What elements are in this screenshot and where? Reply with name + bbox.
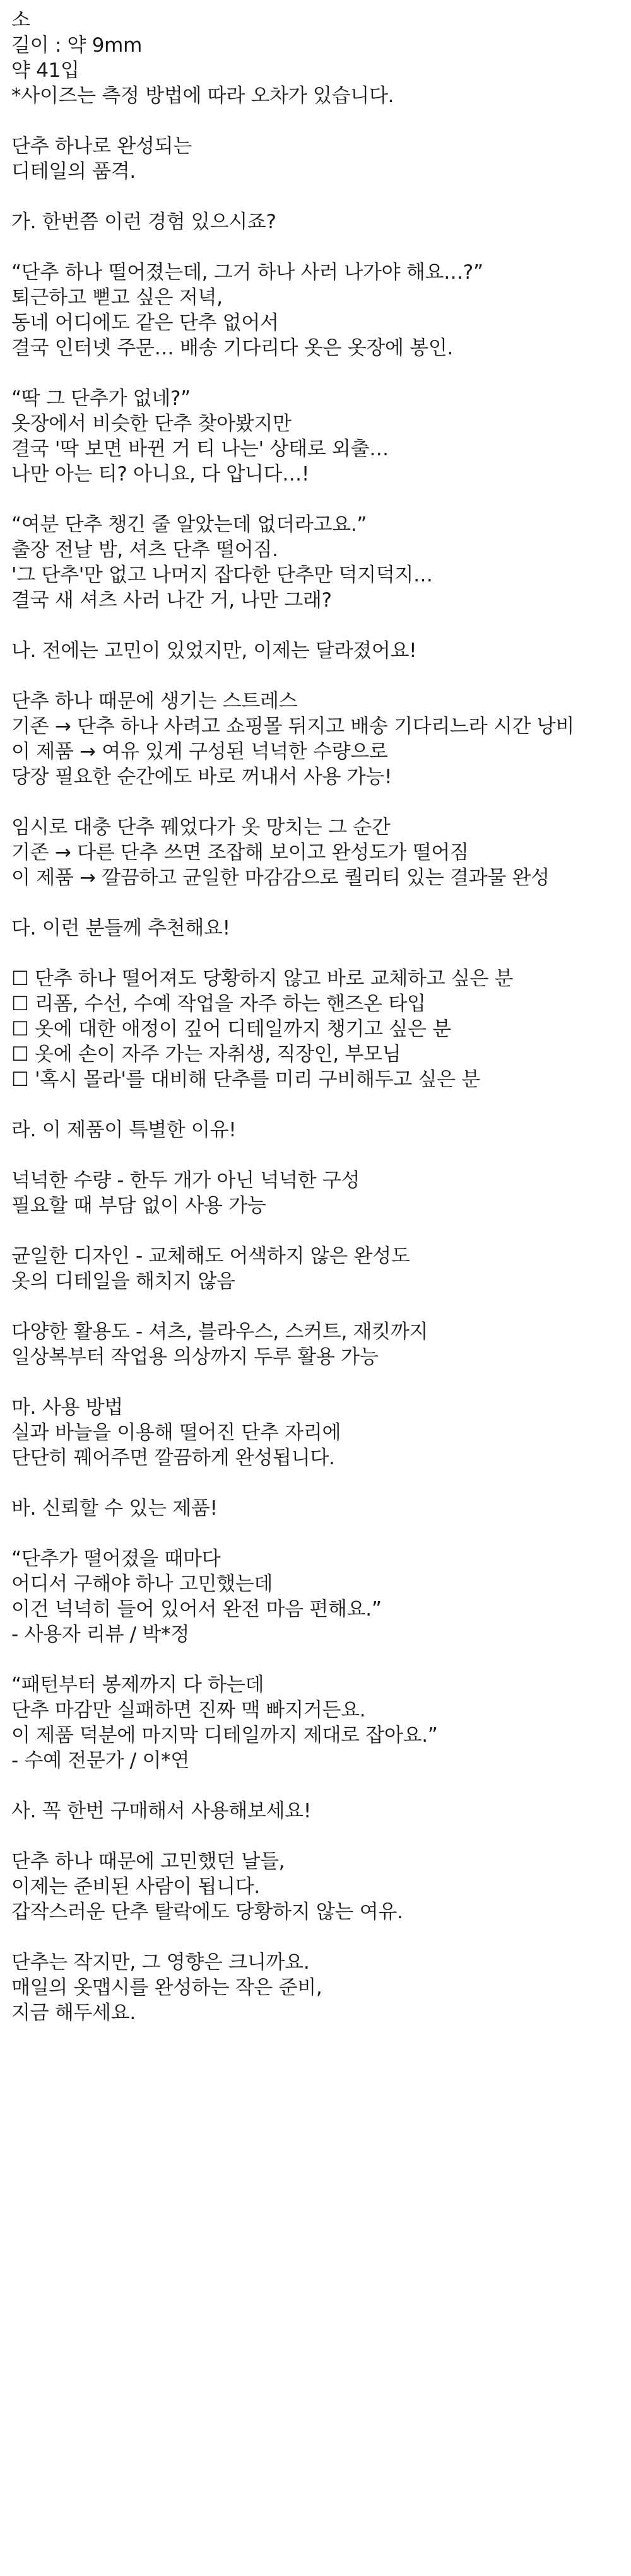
text-line: 매일의 옷맵시를 완성하는 작은 준비, [11, 1976, 322, 1999]
text-line: 옷의 디테일을 해치지 않음 [11, 1270, 235, 1293]
text-line: 어디서 구해야 하나 고민했는데 [11, 1573, 273, 1595]
blank-line [11, 1471, 620, 1496]
text-line: 단추 마감만 실패하면 진짜 맥 빠지거든요. [11, 1699, 366, 1722]
text-line: 길이 : 약 9mm [11, 34, 142, 57]
text-line: 다. 이런 분들께 추천해요! [11, 917, 230, 940]
text-line: 가. 한번쯤 이런 경험 있으시죠? [11, 211, 276, 233]
blank-line [11, 1092, 620, 1117]
text-line: 이 제품 → 깔끔하고 균일한 마감감으로 퀄리티 있는 결과물 완성 [11, 866, 550, 889]
text-line: 균일한 디자인 - 교체해도 어색하지 않은 완성도 [11, 1245, 410, 1268]
text-line: 이제는 준비된 사람이 됩니다. [11, 1875, 260, 1898]
text-line: 퇴근하고 뻗고 싶은 저녁, [11, 286, 223, 309]
text-line: *사이즈는 측정 방법에 따라 오차가 있습니다. [11, 85, 394, 107]
blank-line [11, 361, 620, 386]
blank-line [11, 1143, 620, 1168]
text-line: 실과 바늘을 이용해 떨어진 단추 자리에 [11, 1421, 341, 1444]
text-line: 결국 '딱 보면 바뀐 거 티 나는' 상태로 외출… [11, 438, 389, 460]
blank-line [11, 487, 620, 512]
text-line: 지금 해두세요. [11, 2002, 136, 2024]
text-line: 단추 하나 때문에 고민했던 날들, [11, 1850, 285, 1873]
blank-line [11, 1647, 620, 1672]
blank-line [11, 1521, 620, 1546]
text-line: 바. 신뢰할 수 있는 제품! [11, 1497, 218, 1520]
text-line: 임시로 대충 단추 꿰었다가 옷 망치는 그 순간 [11, 816, 391, 839]
blank-line [11, 890, 620, 916]
blank-line [11, 1773, 620, 1798]
blank-line [11, 790, 620, 815]
text-line: 나만 아는 티? 아니요, 다 압니다…! [11, 463, 310, 486]
text-line: 라. 이 제품이 특별한 이유! [11, 1119, 237, 1141]
text-line: “딱 그 단추가 없네?” [11, 387, 191, 410]
text-line: 단단히 꿰어주면 깔끔하게 완성됩니다. [11, 1447, 335, 1469]
blank-line [11, 1294, 620, 1319]
text-line: “단추가 떨어졌을 때마다 [11, 1547, 221, 1570]
blank-line [11, 613, 620, 638]
blank-line [11, 1824, 620, 1849]
text-line: 당장 필요한 순간에도 바로 꺼내서 사용 가능! [11, 766, 392, 788]
text-line: 필요할 때 부담 없이 사용 가능 [11, 1194, 266, 1217]
text-line: 옷장에서 비슷한 단추 찾아봤지만 [11, 412, 292, 435]
text-line: 출장 전날 밤, 셔츠 단추 떨어짐. [11, 539, 278, 561]
text-line: 사. 꼭 한번 구매해서 사용해보세요! [11, 1800, 311, 1822]
text-line: 나. 전에는 고민이 있었지만, 이제는 달라졌어요! [11, 639, 417, 662]
text-line: 단추는 작지만, 그 영향은 크니까요. [11, 1951, 310, 1974]
blank-line [11, 663, 620, 689]
text-line: 기존 → 단추 하나 사려고 쇼핑몰 뒤지고 배송 기다리느라 시간 낭비 [11, 715, 575, 738]
text-line: ☐ 리폼, 수선, 수예 작업을 자주 하는 핸즈온 타입 [11, 993, 426, 1015]
text-line: 디테일의 품격. [11, 160, 136, 183]
blank-line [11, 235, 620, 260]
text-line: - 수예 전문가 / 이*연 [11, 1749, 189, 1772]
text-line: '그 단추'만 없고 나머지 잡다한 단추만 덕지덕지… [11, 564, 433, 586]
text-line: ☐ 단추 하나 떨어져도 당황하지 않고 바로 교체하고 싶은 분 [11, 967, 514, 990]
text-line: “단추 하나 떨어졌는데, 그거 하나 사러 나가야 해요…?” [11, 261, 483, 284]
text-line: 단추 하나 때문에 생기는 스트레스 [11, 690, 298, 713]
text-line: “패턴부터 봉제까지 다 하는데 [11, 1674, 264, 1696]
blank-line [11, 1370, 620, 1395]
text-line: 다양한 활용도 - 셔츠, 블라우스, 스커트, 재킷까지 [11, 1320, 428, 1343]
text-line: 이건 넉넉히 들어 있어서 완전 마음 편해요.” [11, 1598, 382, 1621]
text-line: ☐ 옷에 손이 자주 가는 자취생, 직장인, 부모님 [11, 1043, 401, 1066]
blank-line [11, 1218, 620, 1244]
text-line: ☐ '혹시 몰라'를 대비해 단추를 미리 구비해두고 싶은 분 [11, 1068, 480, 1091]
text-line: 넉넉한 수량 - 한두 개가 아닌 넉넉한 구성 [11, 1169, 360, 1192]
text-line: 소 [11, 9, 30, 32]
text-line: 단추 하나로 완성되는 [11, 135, 192, 158]
text-line: 이 제품 → 여유 있게 구성된 넉넉한 수량으로 [11, 740, 388, 763]
product-description-text [11, 8, 620, 2025]
blank-line [11, 1925, 620, 1950]
text-line: ☐ 옷에 대한 애정이 깊어 디테일까지 챙기고 싶은 분 [11, 1018, 451, 1040]
text-line: 마. 사용 방법 [11, 1396, 123, 1419]
text-line: 갑작스러운 단추 탈락에도 당황하지 않는 여유. [11, 1901, 403, 1923]
text-line: 결국 새 셔츠 사러 나간 거, 나만 그래? [11, 589, 332, 612]
text-line: - 사용자 리뷰 / 박*정 [11, 1623, 189, 1646]
blank-line [11, 184, 620, 209]
blank-line [11, 108, 620, 134]
text-line: 일상복부터 작업용 의상까지 두루 활용 가능 [11, 1346, 379, 1368]
blank-line [11, 941, 620, 966]
text-line: “여분 단추 챙긴 줄 알았는데 없더라고요.” [11, 513, 367, 536]
text-line: 기존 → 다른 단추 쓰면 조잡해 보이고 완성도가 떨어짐 [11, 841, 469, 864]
text-line: 동네 어디에도 같은 단추 없어서 [11, 312, 279, 334]
text-line: 이 제품 덕분에 마지막 디테일까지 제대로 잡아요.” [11, 1724, 438, 1747]
text-line: 약 41입 [11, 59, 80, 82]
text-line: 결국 인터넷 주문… 배송 기다리다 옷은 옷장에 봉인. [11, 337, 454, 359]
